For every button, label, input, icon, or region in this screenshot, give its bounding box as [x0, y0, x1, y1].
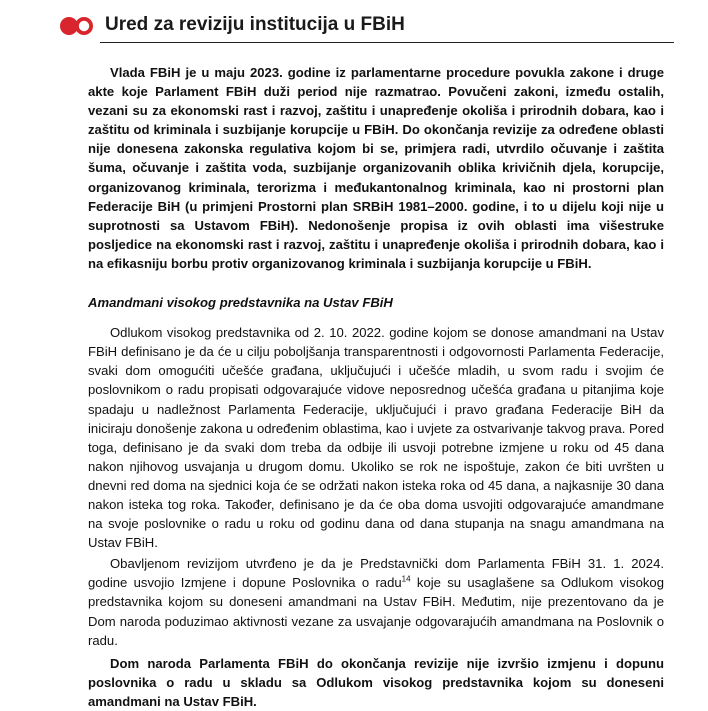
- header-title: Ured za reviziju institucija u FBiH: [105, 14, 405, 35]
- paragraph-audit-finding: [88, 554, 664, 649]
- footnote-reference[interactable]: 14: [401, 574, 411, 584]
- section-heading: Amandmani visokog predstavnika na Ustav FBiH: [88, 295, 393, 311]
- document-body: [88, 63, 664, 711]
- document-header: [56, 12, 676, 42]
- paragraph-summary-bold: Vlada FBiH je u maju 2023. godine iz parlamentarne procedure povukla zakone i druge akte koje Parlament FBiH duži period nije razmatrao. Povučeni zakoni, između ostalih, vezani su za ekonomski rast i razvoj, zaštitu i unapređenje okoliša i prirodnih dobara, kao i zaštitu od kriminala i suzbijanje korupcije u FBiH. Do okončanja revizije za određene oblasti nije donesena zakonska regulativa kojom bi se, primjera radi, utvrdilo očuvanje i zaštita šuma, očuvanje i zaštita voda, suzbijanje organizovanih oblika krivičnih djela, korupcije, organizovanog kriminala, terorizma i međukantonalnog kriminala, kao ni prostorni plan Federacije BiH (u primjeni Prostorni plan SRBiH 1981–2000. godine, i to u dijelu koji nije u suprotnosti sa Ustavom FBiH). Nedonošenje propisa iz ovih oblasti ima višestruke posljedice na ekonomski rast i razvoj, zaštitu i unapređenje okoliša i prirodnih dobara, kao i na efikasniju borbu protiv organizovanog kriminala i suzbijanja korupcije u FBiH.: [88, 65, 664, 271]
- paragraph-amendments: Odlukom visokog predstavnika od 2. 10. 2022. godine kojom se donose amandmani na Ustav FBiH definisano je da će u cilju poboljšanja transparentnosti i odgovornosti Parlamenta Federacije, svaki dom omogućiti učešće građana, uključujući i učešće mladih, u svom radu i svojim će poslovnikom o radu propisati odgovarajuće vidove neposrednog učešća građana u pitanjima koje spadaju u nadležnost Parlamenta Federacije, uključujući i pravo građana Federacije BiH da iniciraju donošenje zakona u određenim oblastima, kao i uvjete za ostvarivanje takvog prava. Pored toga, definisano je da svaki dom treba da odbije ili usvoji potrebne izmjene u roku od 45 dana nakon njihovog usvajanja u drugom domu. Ukoliko se rok ne ispoštuje, zakon će biti uvršten u dnevni red doma na sjednici koja će se održati nakon isteka roka od 45 dana, a najkasnije 30 dana nakon isteka tog roka. Također, definisano je da će oba doma usvojiti odgovarajuće amandmane na svoje poslovnike o radu u roku od godinu dana od dana stupanja na snagu amandmana na Ustav FBiH.: [88, 325, 664, 551]
- institution-logo: [59, 16, 95, 36]
- paragraph-conclusion-bold: Dom naroda Parlamenta FBiH do okončanja revizije nije izvršio izmjenu i dopunu poslovnika o radu u skladu sa Odlukom visokog predstavnika kojom su doneseni amandmani na Ustav FBiH.: [88, 655, 664, 709]
- paragraph-audit-finding-part1: Obavljenom revizijom utvrđeno je da je Predstavnički dom Parlamenta FBiH 31. 1. 2024. godine usvojio Izmjene i dopune Poslovnika o radu: [88, 556, 664, 591]
- paragraph-audit-finding-part2: koje su usaglašene sa Odlukom visokog predstavnika kojom su doneseni amandmani na Ustav FBiH. Međutim, nije prezentovano da je Dom naroda poduzimao aktivnosti vezane za usvajanje odgovarajućih amandmana na Poslovnik o radu.: [88, 575, 664, 648]
- header-divider: [100, 42, 674, 43]
